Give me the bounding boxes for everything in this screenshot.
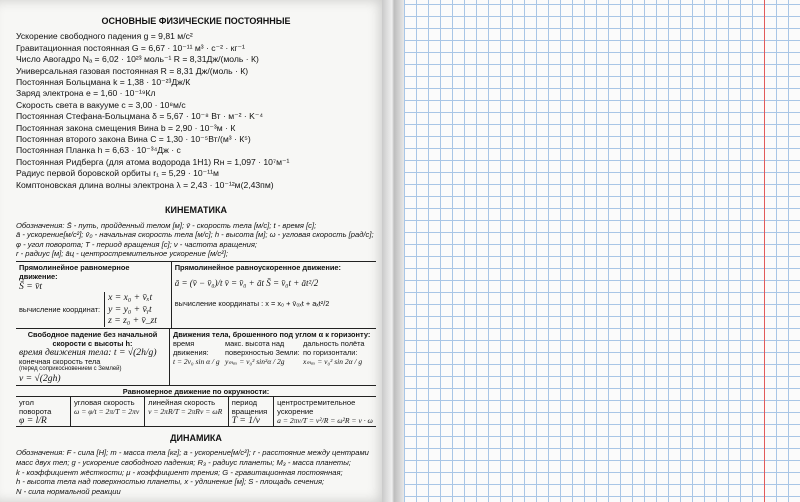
circular-col: угловая скорость ω = φ/t = 2π/T = 2πν [71, 397, 145, 426]
notation-line: ā - ускорение[м/с²]; v̄₀ - начальная скорость тела [м/с]; h - высота [м]; ω - угловая скорость [рад/с]; [16, 230, 374, 240]
accel-coords: вычисление координаты : x = x₀ + v̄₀ₓt + aₓt²/2 [174, 299, 330, 309]
projectile [170, 329, 376, 385]
constant-item: Комптоновская длина волны электрона λ = 2,43 · 10⁻¹²м(2,43пм) [16, 179, 274, 190]
binding-gutter [382, 0, 404, 502]
accel-title: Прямолинейное равноускоренное движение: [174, 262, 341, 272]
projectile-col: время движения: t = 2v₀ sin α / g [173, 338, 220, 366]
circular-col: центростремительное ускорение a = 2πv/T = v²/R = ω²R = v · ω [277, 397, 373, 425]
constant-item: Заряд электрона e = 1,60 · 10⁻¹⁹Кл [16, 88, 156, 99]
circular-col: угол поворота φ = l/R [16, 397, 71, 426]
constant-item: Скорость света в вакууме c = 3,00 · 10⁸м/с [16, 99, 186, 110]
constant-item: Число Авогадро Nₐ = 6,02 · 10²³ моль⁻¹ R = 8,31Дж/(моль · К) [16, 54, 259, 65]
freefall-speed-note: (перед соприкосновением с Землей) [19, 365, 122, 372]
margin-line [764, 0, 765, 502]
freefall-title: Свободное падение без начальной скорости с высоты h: [27, 329, 158, 348]
reference-sheet [16, 14, 376, 496]
coord-z: z = z₀ + v̄_zt [108, 315, 157, 327]
coords-label: вычисление координат: [19, 304, 101, 314]
circular-title: Равномерное движение по окружности: [16, 385, 376, 396]
freefall-projectile-block [16, 328, 376, 385]
notation-line: масс двух тел; g - ускорение свободного падения; R₃ - радиус планеты; M₃ - масса планеты; [16, 457, 351, 467]
right-page-grid [398, 0, 800, 502]
coord-y: y = y₀ + v̄ᵧt [108, 303, 152, 315]
kinematics-title: КИНЕМАТИКА [165, 205, 227, 216]
notation-line: h - высота тела над поверхностью планеты, x - удлинение [м]; S - площадь сечения; [16, 477, 325, 487]
uniform-formula: S̄ = v̄t [19, 280, 42, 292]
freefall [16, 329, 170, 385]
notation-line: k - коэффициент жёсткости; μ - коэффициент трения; G - гравитационная постоянная; [16, 467, 343, 477]
freefall-time: время движения тела: t = √(2h/g) [19, 346, 157, 358]
constant-item: Постоянная второго закона Вина C = 1,30 · 10⁻⁵Вт/(м³ · К⁵) [16, 134, 251, 145]
notation-line: φ - угол поворота; T - период вращения [с]; ν - частота вращения; [16, 239, 258, 249]
constant-item: Постоянная Больцмана k = 1,38 · 10⁻²³Дж/К [16, 77, 191, 88]
dynamics-title: ДИНАМИКА [170, 432, 222, 443]
notation-line: r - радиус [м]; āц - центростремительное ускорение [м/с²]; [16, 249, 228, 259]
coord-x: x = x₀ + v̄ₓt [108, 292, 153, 304]
constant-item: Радиус первой боровской орбиты r₁ = 5,29 · 10⁻¹¹м [16, 168, 219, 179]
circular-table [16, 396, 376, 427]
kinematics-notation [16, 221, 376, 259]
constant-item: Постоянная Планка h = 6,63 · 10⁻³⁴Дж · с [16, 145, 181, 156]
notation-line: N - сила нормальной реакции [16, 486, 121, 496]
uniform-motion [16, 262, 172, 328]
projectile-title: Движения тела, брошенного под углом α к горизонту: [173, 329, 371, 339]
freefall-speed-label: конечная скорость тела [19, 356, 101, 366]
constants-list [16, 31, 376, 191]
constant-item: Постоянная Стефана-Больцмана δ = 5,67 · 10⁻⁸ Вт · м⁻² · K⁻⁴ [16, 111, 264, 122]
notation-line: Обозначения: S̄ - путь, пройденный телом [м]; v̄ - скорость тела [м/с]; t - время [с]; [16, 220, 317, 230]
dynamics-notation [16, 448, 376, 496]
freefall-speed: v = √(2gh) [19, 372, 61, 384]
constants-title: ОСНОВНЫЕ ФИЗИЧЕСКИЕ ПОСТОЯННЫЕ [101, 16, 291, 26]
constant-item: Гравитационная постоянная G = 6,67 · 10⁻¹¹ м³ · с⁻² · кг⁻¹ [16, 42, 245, 53]
left-page [0, 0, 388, 502]
circular-col: линейная скорость v = 2πR/T = 2πRν = ωR [145, 397, 229, 426]
uniform-title: Прямолинейное равномерное движение: [19, 262, 130, 281]
constant-item: Постоянная Ридберга (для атома водорода 1Н1) Rн = 1,097 · 10⁷м⁻¹ [16, 156, 290, 167]
constant-item: Постоянная закона смещения Вина b = 2,90 · 10⁻³м · К [16, 122, 236, 133]
circular-col: период вращения T = 1/ν [229, 397, 274, 426]
constant-item: Ускорение свободного падения g = 9,81 м/с² [16, 31, 193, 42]
projectile-col: макс. высота над поверхностью Земли: yₘₐₓ = v₀² sin²α / 2g [225, 338, 300, 366]
accel-formulas: ā = (v̄ − v̄₀)/t v̄ = v̄₀ + āt S̄ = v̄₀t + āt²/2 [174, 277, 319, 288]
notation-line: Обозначения: F - сила [Н]; m - масса тела [кг]; a - ускорение[м/с²]; r - расстояние между центрами [16, 448, 369, 458]
accelerated-motion [172, 262, 376, 328]
constant-item: Универсальная газовая постоянная R = 8,31 Дж/(моль · К) [16, 65, 249, 76]
linear-motion-block [16, 261, 376, 328]
projectile-col: дальность полёта по горизонтали: xₘₐₓ = v₀² sin 2α / g [303, 338, 365, 366]
